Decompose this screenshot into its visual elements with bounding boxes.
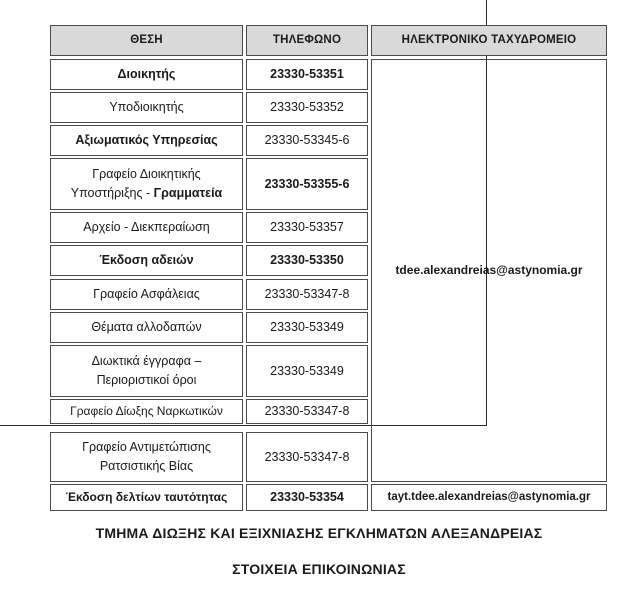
phone-cell: 23330-53357 xyxy=(246,212,368,243)
position-cell: Αξιωματικός Υπηρεσίας xyxy=(50,125,243,156)
position-cell: Έκδοση δελτίων ταυτότητας xyxy=(50,484,243,511)
phone-cell: 23330-53349 xyxy=(246,312,368,343)
header-position: ΘΕΣΗ xyxy=(50,25,243,56)
phone-cell: 23330-53349 xyxy=(246,345,368,397)
position-line-1: Γραφείο Αντιμετώπισης xyxy=(82,440,211,454)
department-title: ΤΜΗΜΑ ΔΙΩΞΗΣ ΚΑΙ ΕΞΙΧΝΙΑΣΗΣ ΕΓΚΛΗΜΑΤΩΝ ΑΛΕΞΑΝΔΡΕΙΑΣ xyxy=(95,525,543,541)
position-cell: Γραφείο Ασφάλειας xyxy=(50,279,243,310)
phone-cell: 23330-53354 xyxy=(246,484,368,511)
position-cell xyxy=(50,432,243,482)
phone-cell: 23330-53352 xyxy=(246,92,368,123)
phone-cell: 23330-53351 xyxy=(246,59,368,90)
position-line-2 xyxy=(71,184,223,203)
position-line-1: Γραφείο Διοικητικής xyxy=(92,167,201,181)
position-cell: Υποδιοικητής xyxy=(50,92,243,123)
position-cell: Θέματα αλλοδαπών xyxy=(50,312,243,343)
phone-cell: 23330-53355-6 xyxy=(246,158,368,210)
header-phone: ΤΗΛΕΦΩΝΟ xyxy=(246,25,368,56)
position-line-2-prefix: Υποστήριξης - xyxy=(70,186,151,200)
position-cell: Γραφείο Δίωξης Ναρκωτικών xyxy=(50,399,243,424)
phone-cell: 23330-53347-8 xyxy=(246,279,368,310)
phone-cell: 23330-53345-6 xyxy=(246,125,368,156)
contact-info-title: ΣΤΟΙΧΕΙΑ ΕΠΙΚΟΙΝΩΝΙΑΣ xyxy=(232,561,406,577)
position-cell: Διοικητής xyxy=(50,59,243,90)
position-cell: Αρχείο - Διεκπεραίωση xyxy=(50,212,243,243)
position-cell: Έκδοση αδειών xyxy=(50,245,243,276)
email-cell-id: tayt.tdee.alexandreias@astynomia.gr xyxy=(371,484,607,511)
header-email: ΗΛΕΚΤΡΟΝΙΚΟ ΤΑΧΥΔΡΟΜΕΙΟ xyxy=(371,25,607,56)
email-cell-main: tdee.alexandreias@astynomia.gr xyxy=(371,59,607,482)
position-cell xyxy=(50,345,243,397)
position-line-2: Περιοριστικοί όροι xyxy=(96,373,197,387)
phone-cell: 23330-53347-8 xyxy=(246,432,368,482)
phone-cell: 23330-53347-8 xyxy=(246,399,368,424)
position-cell xyxy=(50,158,243,210)
phone-cell: 23330-53350 xyxy=(246,245,368,276)
position-line-2: Ρατσιστικής Βίας xyxy=(99,459,194,473)
position-line-2-bold: Γραμματεία xyxy=(153,186,223,200)
position-line-1: Διωκτικά έγγραφα – xyxy=(91,354,202,368)
